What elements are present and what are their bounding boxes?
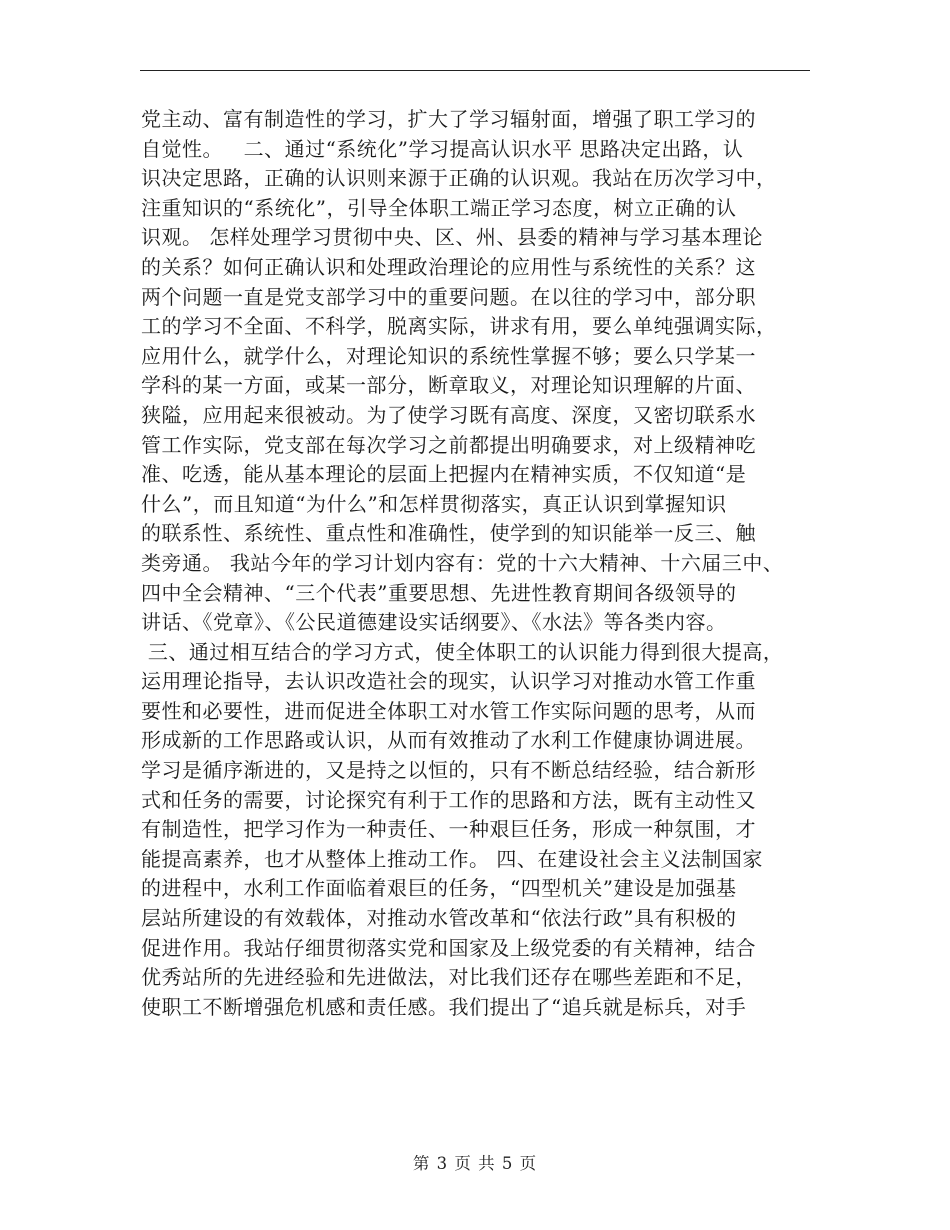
text-line: 要性和必要性，进而促进全体职工对水管工作实际问题的思考，从而 bbox=[141, 698, 756, 723]
text-line: 学科的某一方面，或某一部分，断章取义，对理论知识理解的片面、 bbox=[141, 373, 756, 398]
header-rule bbox=[140, 70, 810, 71]
text-line: 的进程中，水利工作面临着艰巨的任务，“四型机关”建设是加强基 bbox=[141, 876, 737, 901]
text-line: 识决定思路，正确的认识则来源于正确的认识观。我站在历次学习中， bbox=[141, 166, 777, 191]
text-line: 注重知识的“系统化”，引导全体职工端正学习态度，树立正确的认 bbox=[141, 195, 737, 220]
text-line: 使职工不断增强危机感和责任感。我们提出了“追兵就是标兵，对手 bbox=[141, 994, 747, 1019]
page-number-footer: 第 3 页 共 5 页 bbox=[412, 1154, 538, 1173]
text-line: 管工作实际，党支部在每次学习之前都提出明确要求，对上级精神吃 bbox=[141, 432, 756, 457]
text-line: 运用理论指导，去认识改造社会的现实，认识学习对推动水管工作重 bbox=[141, 669, 756, 694]
text-line: 识观。 怎样处理学习贯彻中央、区、州、县委的精神与学习基本理论 bbox=[141, 225, 763, 250]
text-line: 讲话、《党章》、《公民道德建设实话纲要》、《水法》等各类内容。 bbox=[141, 610, 727, 635]
text-line: 三、通过相互结合的学习方式，使全体职工的认识能力得到很大提高， bbox=[141, 639, 784, 664]
text-line: 有制造性，把学习作为一种责任、一种艰巨任务，形成一种氛围，才 bbox=[141, 817, 756, 842]
text-line: 的关系？如何正确认识和处理政治理论的应用性与系统性的关系？这 bbox=[141, 254, 756, 279]
text-line: 什么”，而且知道“为什么”和怎样贯彻落实，真正认识到掌握知识 bbox=[141, 491, 727, 516]
text-line: 类旁通。 我站今年的学习计划内容有：党的十六大精神、十六届三中、 bbox=[141, 550, 784, 575]
text-line: 应用什么，就学什么，对理论知识的系统性掌握不够；要么只学某一 bbox=[141, 343, 756, 368]
text-line: 促进作用。我站仔细贯彻落实党和国家及上级党委的有关精神，结合 bbox=[141, 935, 756, 960]
text-line: 两个问题一直是党支部学习中的重要问题。在以往的学习中，部分职 bbox=[141, 284, 756, 309]
text-line: 学习是循序渐进的，又是持之以恒的，只有不断总结经验，结合新形 bbox=[141, 758, 756, 783]
text-line: 四中全会精神、“三个代表”重要思想、先进性教育期间各级领导的 bbox=[141, 580, 737, 605]
text-line: 层站所建设的有效载体，对推动水管改革和“依法行政”具有积极的 bbox=[141, 906, 737, 931]
text-line: 形成新的工作思路或认识，从而有效推动了水利工作健康协调进展。 bbox=[141, 728, 756, 753]
body-text bbox=[141, 105, 821, 1022]
text-line: 的联系性、系统性、重点性和准确性，使学到的知识能举一反三、触 bbox=[141, 521, 756, 546]
text-line: 自觉性。 二、通过“系统化”学习提高认识水平 思路决定出路，认 bbox=[141, 136, 744, 161]
text-line: 能提高素养，也才从整体上推动工作。 四、在建设社会主义法制国家 bbox=[141, 846, 763, 871]
text-line: 优秀站所的先进经验和先进做法，对比我们还存在哪些差距和不足， bbox=[141, 965, 756, 990]
text-line: 狭隘，应用起来很被动。为了使学习既有高度、深度，又密切联系水 bbox=[141, 402, 756, 427]
text-line: 式和任务的需要，讨论探究有利于工作的思路和方法，既有主动性又 bbox=[141, 787, 756, 812]
text-line: 准、吃透，能从基本理论的层面上把握内在精神实质，不仅知道“是 bbox=[141, 462, 747, 487]
text-line: 工的学习不全面、不科学，脱离实际，讲求有用，要么单纯强调实际， bbox=[141, 314, 777, 339]
text-line: 党主动、富有制造性的学习，扩大了学习辐射面，增强了职工学习的 bbox=[141, 107, 756, 131]
